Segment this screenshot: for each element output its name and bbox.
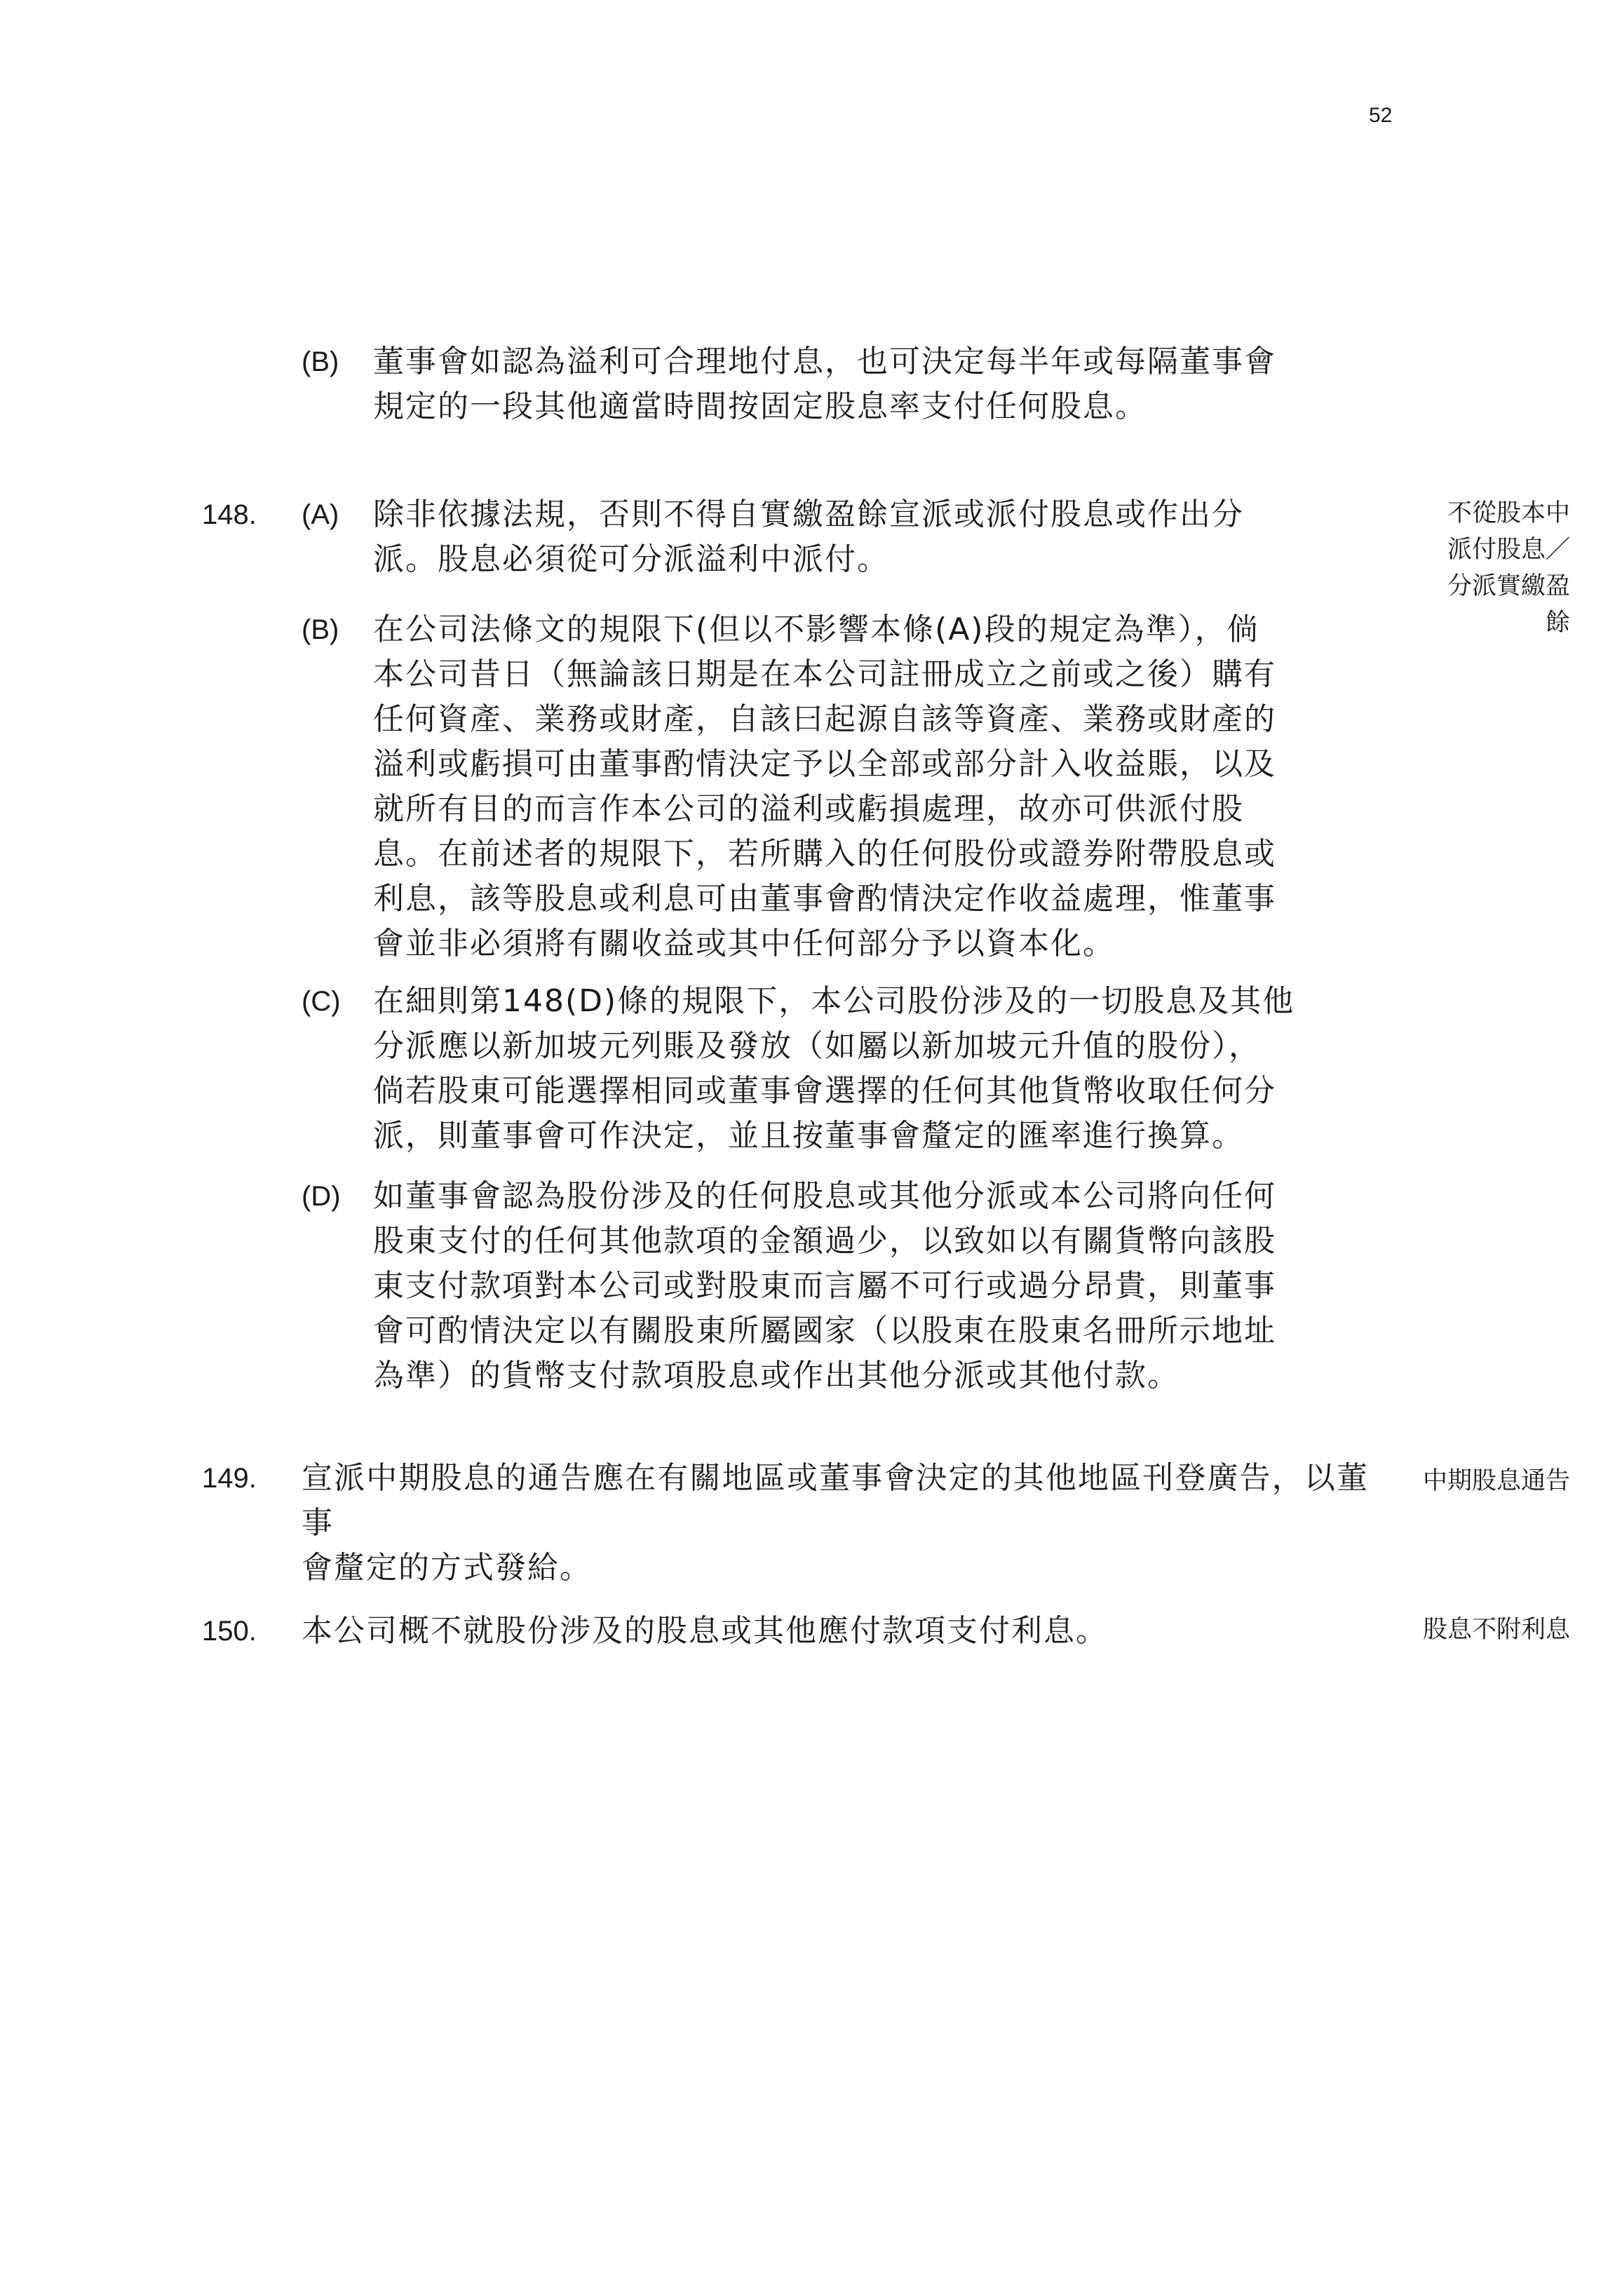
- sub-clause-label-b: (B): [302, 614, 339, 645]
- clause-number: 149.: [202, 1463, 257, 1494]
- sub-clause-label-d: (D): [302, 1181, 341, 1212]
- sub-clause-text-c: 在細則第148(D)條的規限下，本公司股份涉及的一切股息及其他 分派應以新加坡元列賬及發放（如屬以新加坡元升值的股份）， 倘若股東可能選擇相同或董事會選擇的任何其他貨幣收取任何分 派，則董事會可作決定，並且按董事會釐定的匯率進行換算。: [373, 983, 1295, 1154]
- side-note: 中期股息通告: [1422, 1467, 1570, 1495]
- page-number: 52: [1369, 104, 1393, 127]
- side-note: 股息不附利息: [1422, 1616, 1570, 1644]
- clause-number: 148.: [202, 499, 257, 530]
- sub-clause-text-a: 除非依據法規，否則不得自實繳盈餘宣派或派付股息或作出分 派。股息必須從可分派溢利中派付。: [373, 497, 1244, 577]
- sub-clause-label-c: (C): [302, 986, 341, 1017]
- clause-text: 宣派中期股息的通告應在有關地區或董事會決定的其他地區刊登廣告，以董事 會釐定的方式發給。: [302, 1460, 1369, 1586]
- sub-clause-label-a: (A): [302, 499, 339, 530]
- clause-text: 本公司概不就股份涉及的股息或其他應付款項支付利息。: [302, 1613, 1108, 1649]
- sub-clause-text-d: 如董事會認為股份涉及的任何股息或其他分派或本公司將向任何 股東支付的任何其他款項的金額過少，以致如以有關貨幣向該股 東支付款項對本公司或對股東而言屬不可行或過分昂貴，則董事 會可酌情決定以有關股東所屬國家（以股東在股東名冊所示地址 為準）的貨幣支付款項股息或作出其他分派或其他付款。: [373, 1178, 1276, 1393]
- clause-number: 150.: [202, 1616, 257, 1647]
- sub-clause-text: 董事會如認為溢利可合理地付息，也可決定每半年或每隔董事會 規定的一段其他適當時間按固定股息率支付任何股息。: [373, 344, 1276, 424]
- side-note: 不從股本中 派付股息／ 分派實繳盈 餘: [1447, 499, 1570, 637]
- sub-clause-label: (B): [302, 346, 339, 377]
- sub-clause-text-b: 在公司法條文的規限下(但以不影響本條(A)段的規定為準），倘 本公司昔日（無論該日期是在本公司註冊成立之前或之後）購有 任何資產、業務或財產，自該曰起源自該等資產、業務或財產的 溢利或虧損可由董事酌情決定予以全部或部分計入收益賬，以及 就所有目的而言作本公司的溢利或虧損處理，故亦可供派付股 息。在前述者的規限下，若所購入的任何股份或證券附帶股息或 利息，該等股息或利息可由董事會酌情決定作收益處理，惟董事 會並非必須將有關收益或其中任何部分予以資本化。: [373, 612, 1276, 961]
